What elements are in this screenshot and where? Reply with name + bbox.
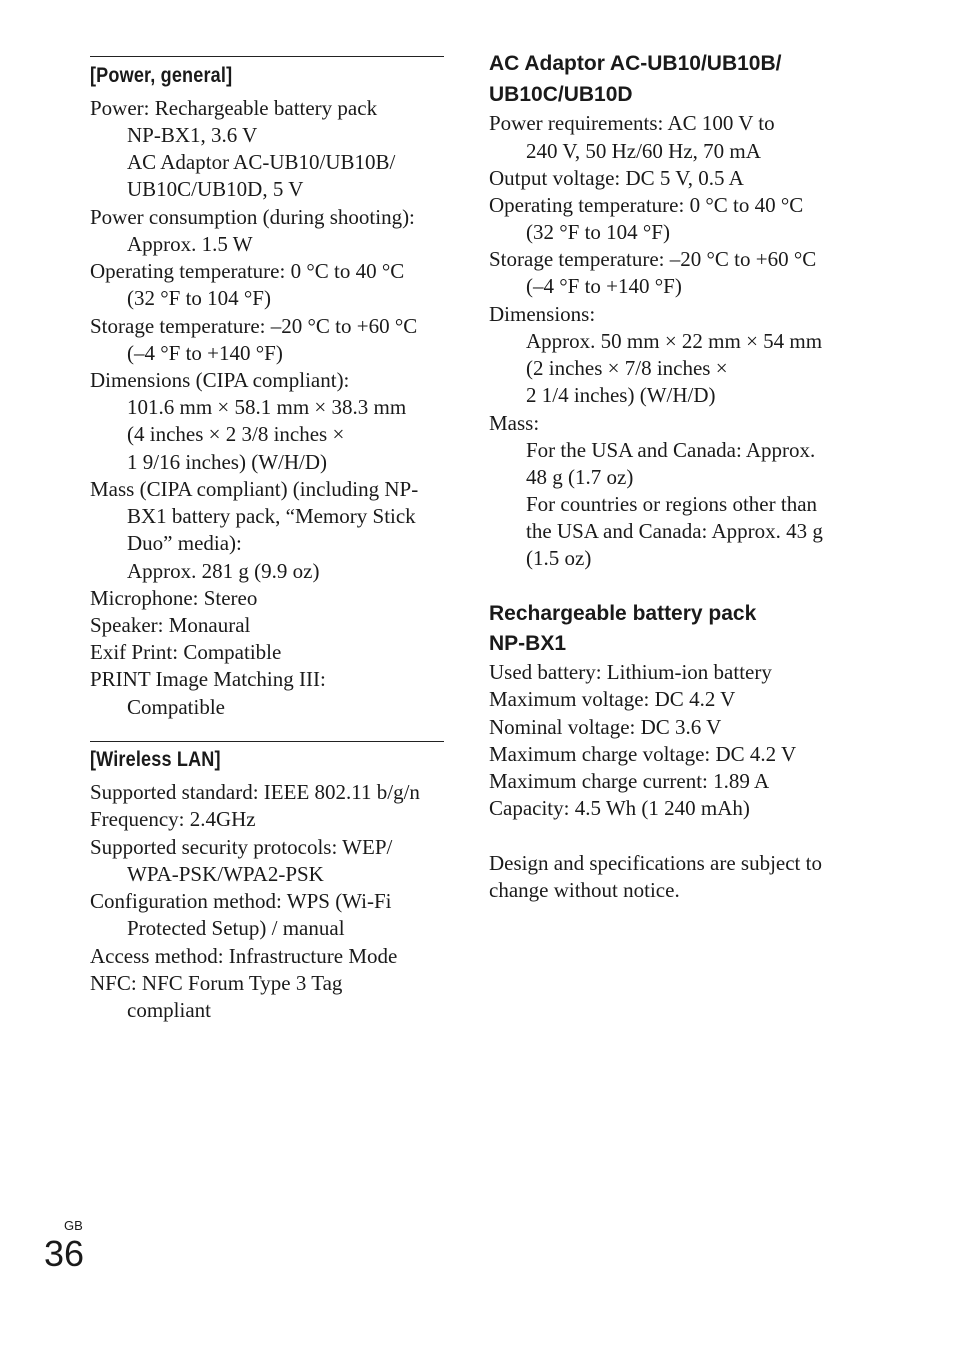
spec-line: Access method: Infrastructure Mode: [90, 944, 398, 968]
spec-line: compliant: [127, 998, 211, 1022]
spec-line: Power requirements: AC 100 V to: [489, 111, 775, 135]
spec-line: Nominal voltage: DC 3.6 V: [489, 715, 722, 739]
ac-adaptor-heading: AC Adaptor AC-UB10/UB10B/: [489, 52, 782, 75]
spec-line: PRINT Image Matching III:: [90, 667, 326, 691]
power-general-heading: [Power, general]: [90, 64, 233, 87]
spec-line: Power: Rechargeable battery pack: [90, 96, 378, 120]
spec-line: UB10C/UB10D, 5 V: [127, 177, 304, 201]
spec-line: Maximum charge current: 1.89 A: [489, 769, 770, 793]
spec-line: Dimensions:: [489, 302, 596, 326]
spec-line: Exif Print: Compatible: [90, 640, 282, 664]
spec-line: Mass (CIPA compliant) (including NP-: [90, 477, 419, 501]
spec-line: Approx. 1.5 W: [127, 232, 253, 256]
section-rule-power: [90, 56, 444, 57]
spec-line: (4 inches × 2 3/8 inches ×: [127, 422, 345, 446]
spec-line: Duo” media):: [127, 531, 242, 555]
spec-line: Microphone: Stereo: [90, 586, 258, 610]
spec-line: Capacity: 4.5 Wh (1 240 mAh): [489, 796, 750, 820]
spec-line: Mass:: [489, 411, 540, 435]
spec-line: Frequency: 2.4GHz: [90, 807, 256, 831]
spec-line: 240 V, 50 Hz/60 Hz, 70 mA: [526, 139, 761, 163]
spec-line: Operating temperature: 0 °C to 40 °C: [489, 193, 804, 217]
spec-line: Dimensions (CIPA compliant):: [90, 368, 350, 392]
spec-line: NFC: NFC Forum Type 3 Tag: [90, 971, 343, 995]
spec-line: Configuration method: WPS (Wi-Fi: [90, 889, 392, 913]
spec-line: Approx. 281 g (9.9 oz): [127, 559, 320, 583]
spec-line: Supported standard: IEEE 802.11 b/g/n: [90, 780, 420, 804]
language-code-label: GB: [64, 1218, 83, 1233]
spec-line: 1 9/16 inches) (W/H/D): [127, 450, 328, 474]
spec-line: For the USA and Canada: Approx.: [526, 438, 816, 462]
battery-pack-heading: Rechargeable battery pack: [489, 602, 757, 625]
notice-line: Design and specifications are subject to: [489, 851, 822, 875]
spec-line: 48 g (1.7 oz): [526, 465, 634, 489]
spec-line: (32 °F to 104 °F): [526, 220, 670, 244]
spec-line: the USA and Canada: Approx. 43 g: [526, 519, 823, 543]
spec-line: Protected Setup) / manual: [127, 916, 345, 940]
page-number: 36: [44, 1233, 85, 1274]
spec-line: Maximum charge voltage: DC 4.2 V: [489, 742, 797, 766]
wireless-lan-heading: [Wireless LAN]: [90, 748, 221, 771]
spec-line: NP-BX1, 3.6 V: [127, 123, 258, 147]
spec-line: BX1 battery pack, “Memory Stick: [127, 504, 416, 528]
spec-line: (–4 °F to +140 °F): [127, 341, 283, 365]
spec-line: (1.5 oz): [526, 546, 592, 570]
spec-line: AC Adaptor AC-UB10/UB10B/: [127, 150, 396, 174]
ac-adaptor-heading-cont: UB10C/UB10D: [489, 83, 633, 106]
spec-line: Maximum voltage: DC 4.2 V: [489, 687, 736, 711]
spec-line: Operating temperature: 0 °C to 40 °C: [90, 259, 405, 283]
spec-line: Output voltage: DC 5 V, 0.5 A: [489, 166, 744, 190]
spec-line: Supported security protocols: WEP/: [90, 835, 393, 859]
notice-line: change without notice.: [489, 878, 680, 902]
spec-line: (2 inches × 7/8 inches ×: [526, 356, 728, 380]
spec-line: Storage temperature: –20 °C to +60 °C: [90, 314, 418, 338]
spec-line: Compatible: [127, 695, 225, 719]
spec-line: Used battery: Lithium-ion battery: [489, 660, 772, 684]
spec-line: 2 1/4 inches) (W/H/D): [526, 383, 716, 407]
spec-line: Approx. 50 mm × 22 mm × 54 mm: [526, 329, 823, 353]
spec-line: 101.6 mm × 58.1 mm × 38.3 mm: [127, 395, 407, 419]
section-rule-wireless: [90, 741, 444, 742]
battery-pack-heading-cont: NP-BX1: [489, 632, 567, 655]
spec-line: For countries or regions other than: [526, 492, 818, 516]
spec-line: WPA-PSK/WPA2-PSK: [127, 862, 324, 886]
spec-line: Storage temperature: –20 °C to +60 °C: [489, 247, 817, 271]
spec-line: (–4 °F to +140 °F): [526, 274, 682, 298]
spec-line: (32 °F to 104 °F): [127, 286, 271, 310]
spec-line: Speaker: Monaural: [90, 613, 251, 637]
spec-line: Power consumption (during shooting):: [90, 205, 415, 229]
